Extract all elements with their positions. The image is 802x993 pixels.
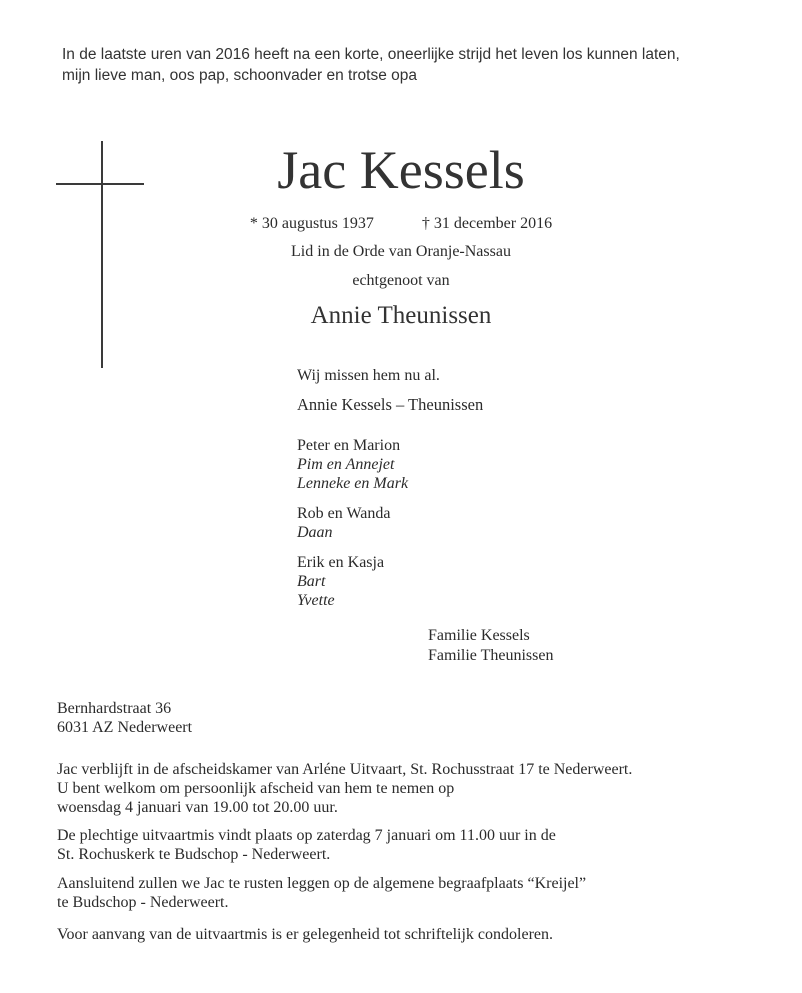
family-parents: Erik en Kasja <box>297 554 385 571</box>
signature-line: Familie Kessels <box>428 627 530 644</box>
death-date: † 31 december 2016 <box>421 215 553 232</box>
intro-line: In de laatste uren van 2016 heeft na een korte, oneerlijke strijd het leven los kunnen laten, <box>62 46 680 63</box>
intro-text <box>62 44 762 86</box>
burial-paragraph <box>57 874 757 912</box>
address-city: 6031 AZ Nederweert <box>57 719 193 736</box>
home-address <box>57 699 757 737</box>
paragraph-line: Aansluitend zullen we Jac te rusten leggen op de algemene begraafplaats “Kreijel” <box>57 875 587 892</box>
family-child: Bart <box>297 573 326 590</box>
family-group <box>297 504 408 542</box>
intro-line: mijn lieve man, oos pap, schoonvader en trotse opa <box>62 67 417 84</box>
family-child: Yvette <box>297 592 335 609</box>
family-group <box>297 553 408 610</box>
condolence-paragraph <box>57 925 757 944</box>
family-parents: Peter en Marion <box>297 437 401 454</box>
paragraph-line: te Budschop - Nederweert. <box>57 894 229 911</box>
paragraph-line: Jac verblijft in de afscheidskamer van Arléne Uitvaart, St. Rochusstraat 17 te Nederweert. <box>57 761 633 778</box>
viewing-paragraph <box>57 760 757 817</box>
paragraph-line: U bent welkom om persoonlijk afscheid van hem te nemen op <box>57 780 455 797</box>
spouse-of-line: echtgenoot van <box>352 272 450 289</box>
family-list <box>297 436 408 621</box>
honor-line: Lid in de Orde van Oranje-Nassau <box>291 243 511 260</box>
paragraph-line: St. Rochuskerk te Budschop - Nederweert. <box>57 846 331 863</box>
life-dates <box>0 213 802 235</box>
spouse-name: Annie Theunissen <box>310 302 492 329</box>
signature-line: Familie Theunissen <box>428 647 554 664</box>
family-child: Lenneke en Mark <box>297 475 409 492</box>
widow-name <box>297 395 483 415</box>
deceased-name: Jac Kessels <box>277 140 525 200</box>
family-child: Daan <box>297 524 333 541</box>
address-street: Bernhardstraat 36 <box>57 700 172 717</box>
family-signatures <box>428 626 553 666</box>
paragraph-line: woensdag 4 januari van 19.00 tot 20.00 uur. <box>57 799 338 816</box>
family-group <box>297 436 408 493</box>
paragraph-line: Voor aanvang van de uitvaartmis is er gelegenheid tot schriftelijk condoleren. <box>57 926 553 943</box>
funeral-paragraph <box>57 826 757 864</box>
paragraph-line: De plechtige uitvaartmis vindt plaats op zaterdag 7 januari om 11.00 uur in de <box>57 827 556 844</box>
widow-name-text: Annie Kessels – Theunissen <box>297 395 484 414</box>
birth-date: * 30 augustus 1937 <box>249 215 374 232</box>
family-intro: Wij missen hem nu al. <box>297 367 440 384</box>
family-parents: Rob en Wanda <box>297 505 391 522</box>
family-child: Pim en Annejet <box>297 456 395 473</box>
